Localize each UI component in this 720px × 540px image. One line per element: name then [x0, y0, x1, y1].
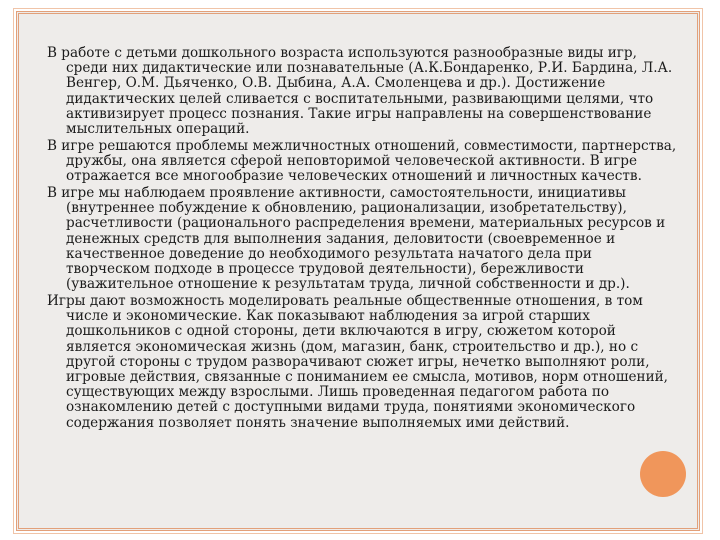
slide-body — [47, 46, 677, 432]
paragraph-economic-modeling: Игры дают возможность моделировать реальные общественные отношения, в том числе и экономические. Как показывают наблюдения за игрой старших дошкольников с одной стороны, дети включаются в игру, сюжетом которой является экономическая жизнь (дом, магазин, банк, строительство и др.), но с другой стороны с трудом разворачивают сюжет игры, нечетко выполняют роли, игровые действия, связанные с пониманием ее смысла, мотивов, норм отношений, существующих между взрослыми. Лишь проведенная педагогом работа по ознакомлению детей с доступными видами труда, понятиями экономического содержания позволяет понять значение выполняемых ими действий. — [47, 293, 669, 431]
paragraph-interpersonal-relations: В игре решаются проблемы межличностных отношений, совместимости, партнерства, дружбы, она является сферой неповторимой человеческой активности. В игре отражается все многообразие человеческих отношений и личностных качеств. — [47, 137, 677, 185]
paragraph-activity-qualities: В игре мы наблюдаем проявление активности, самостоятельности, инициативы (внутреннее побуждение к обновлению, рационализации, изобретательству), расчетливости (рационального распределения времени, материальных ресурсов и денежных средств для выполнения задания, деловитости (своевременное и качественное доведение до необходимого результата начатого дела при творческом подходе в процессе трудовой деятельности), бережливости (уважительное отношение к результатам труда, личной собственности и др.). — [47, 185, 666, 293]
decorative-orange-circle — [640, 451, 686, 497]
paragraph-didactic-games: В работе с детьми дошкольного возраста используются разнообразные виды игр, среди них дидактические или познавательные (А.К.Бондаренко, Р.И. Бардина, Л.А. Венгер, О.М. Дьяченко, О.В. Дыбина, А.А. Смоленцева и др.). Достижение дидактических целей сливается с воспитательными, развивающими целями, что активизирует процесс познания. Такие игры направлены на совершенствование мыслительных операций. — [47, 45, 673, 138]
